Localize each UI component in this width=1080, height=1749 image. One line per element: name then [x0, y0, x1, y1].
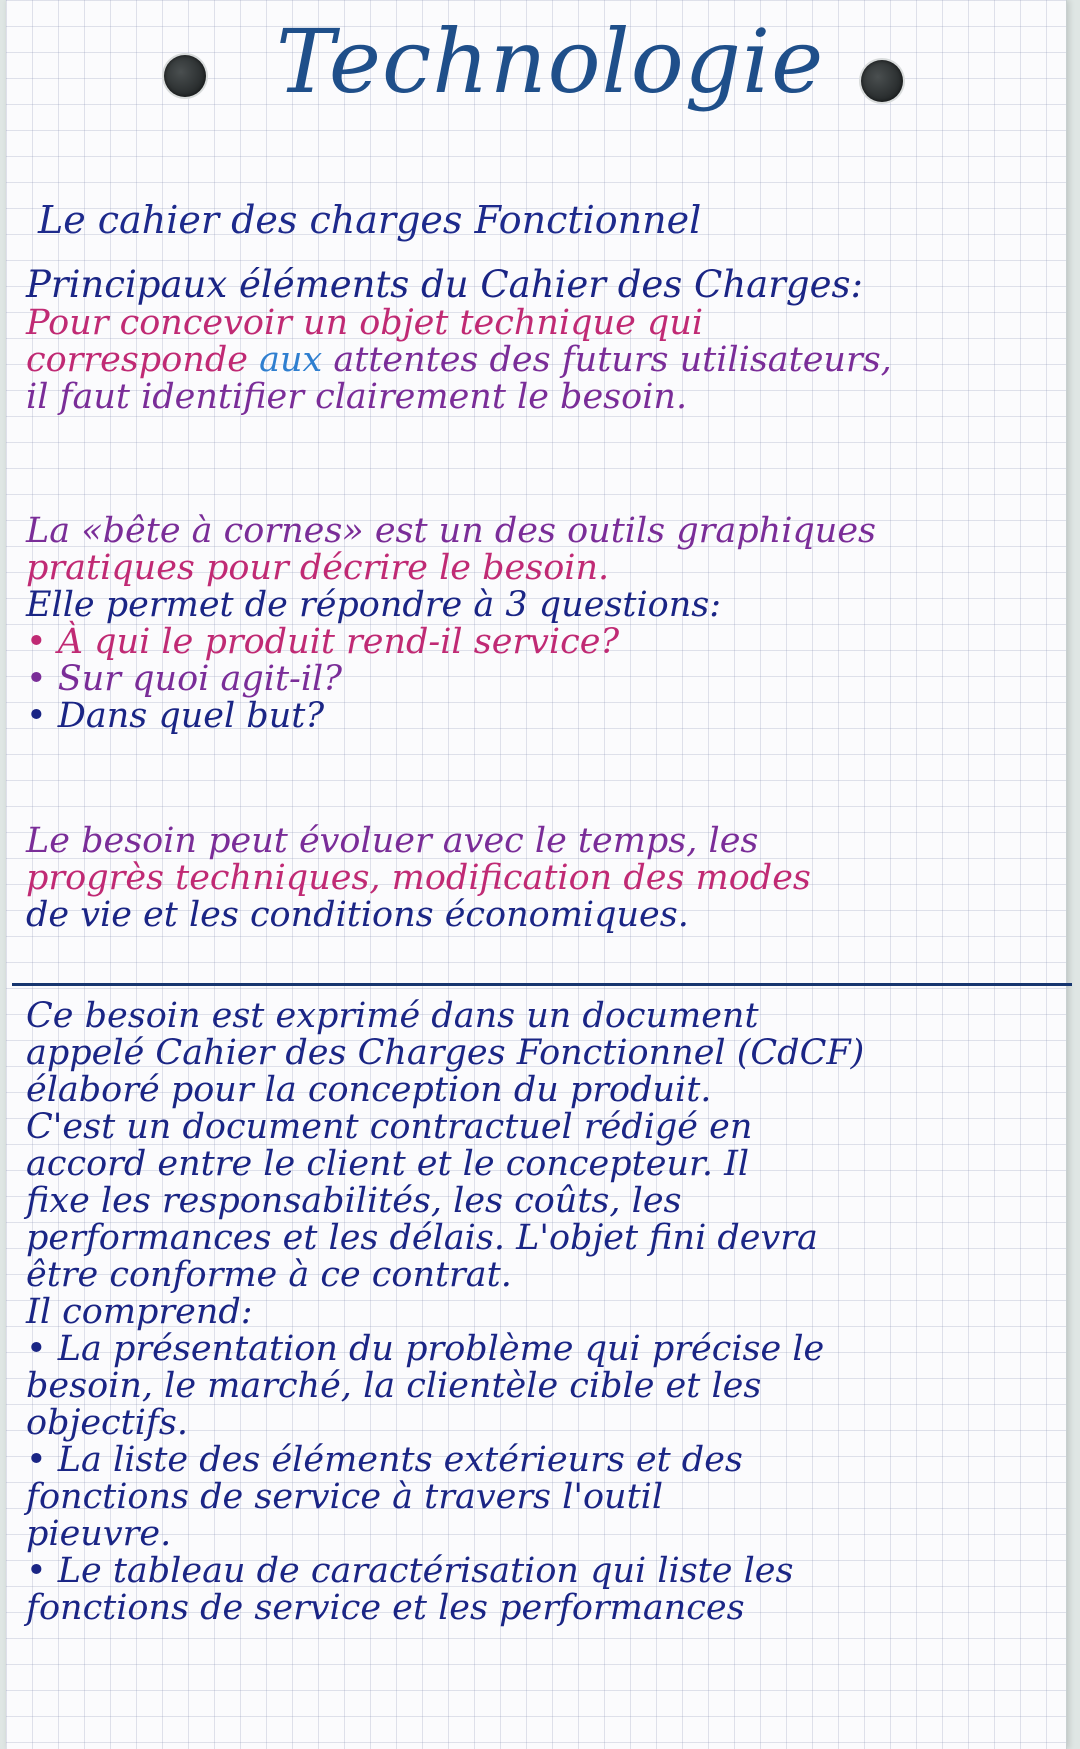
- text-fragment: aux: [259, 340, 323, 380]
- text-line: Ce besoin est exprimé dans un document: [26, 996, 759, 1036]
- text-line: de vie et les conditions économiques.: [26, 895, 689, 935]
- section-heading: Principaux éléments du Cahier des Charges:: [26, 263, 863, 306]
- notebook-page: [6, 0, 1067, 1749]
- list-item-continuation: fonctions de service à travers l'outil: [26, 1477, 664, 1517]
- text-line: accord entre le client et le concepteur. Il: [26, 1144, 750, 1184]
- text-line: fixe les responsabilités, les coûts, les: [26, 1181, 682, 1221]
- section-evolution-besoin: [26, 823, 1056, 934]
- list-item-continuation: objectifs.: [26, 1403, 188, 1443]
- list-item: • Le tableau de caractérisation qui liste les: [26, 1551, 794, 1591]
- binder-hole-right: [861, 60, 903, 102]
- text-line: être conforme à ce contrat.: [26, 1255, 512, 1295]
- question-item: • À qui le produit rend-il service?: [26, 622, 620, 662]
- text-fragment: corresponde: [26, 340, 248, 380]
- section-divider: [12, 983, 1072, 986]
- list-item-continuation: pieuvre.: [26, 1514, 172, 1554]
- section-cdcf: [26, 998, 1056, 1627]
- text-fragment: attentes des futurs utilisateurs,: [333, 340, 892, 380]
- list-item: • La liste des éléments extérieurs et des: [26, 1440, 743, 1480]
- text-line: élaboré pour la conception du produit.: [26, 1070, 712, 1110]
- text-line: il faut identifier clairement le besoin.: [26, 377, 688, 417]
- text-line: pratiques pour décrire le besoin.: [26, 548, 610, 588]
- list-item-continuation: besoin, le marché, la clientèle cible et les: [26, 1366, 762, 1406]
- text-line: Le besoin peut évoluer avec le temps, les: [26, 821, 759, 861]
- section-bete-a-cornes: [26, 513, 1056, 735]
- list-item-continuation: fonctions de service et les performances: [26, 1588, 745, 1628]
- text-line: progrès techniques, modification des modes: [26, 858, 811, 898]
- text-line: appelé Cahier des Charges Fonctionnel (CdCF): [26, 1033, 865, 1073]
- section-principal-elements: [26, 265, 1056, 416]
- text-line: Elle permet de répondre à 3 questions:: [26, 585, 722, 625]
- text-line: performances et les délais. L'objet fini devra: [26, 1218, 818, 1258]
- binder-hole-left: [164, 55, 206, 97]
- question-item: • Sur quoi agit-il?: [26, 659, 342, 699]
- text-line: Pour concevoir un objet technique qui: [26, 303, 704, 343]
- question-item: • Dans quel but?: [26, 696, 325, 736]
- text-line: [26, 342, 1056, 379]
- text-line: Il comprend:: [26, 1292, 253, 1332]
- list-item: • La présentation du problème qui précise le: [26, 1329, 825, 1369]
- text-line: C'est un document contractuel rédigé en: [26, 1107, 753, 1147]
- page-subtitle: Le cahier des charges Fonctionnel: [38, 198, 702, 242]
- text-line: La «bête à cornes» est un des outils graphiques: [26, 511, 877, 551]
- page-title: Technologie: [276, 10, 825, 113]
